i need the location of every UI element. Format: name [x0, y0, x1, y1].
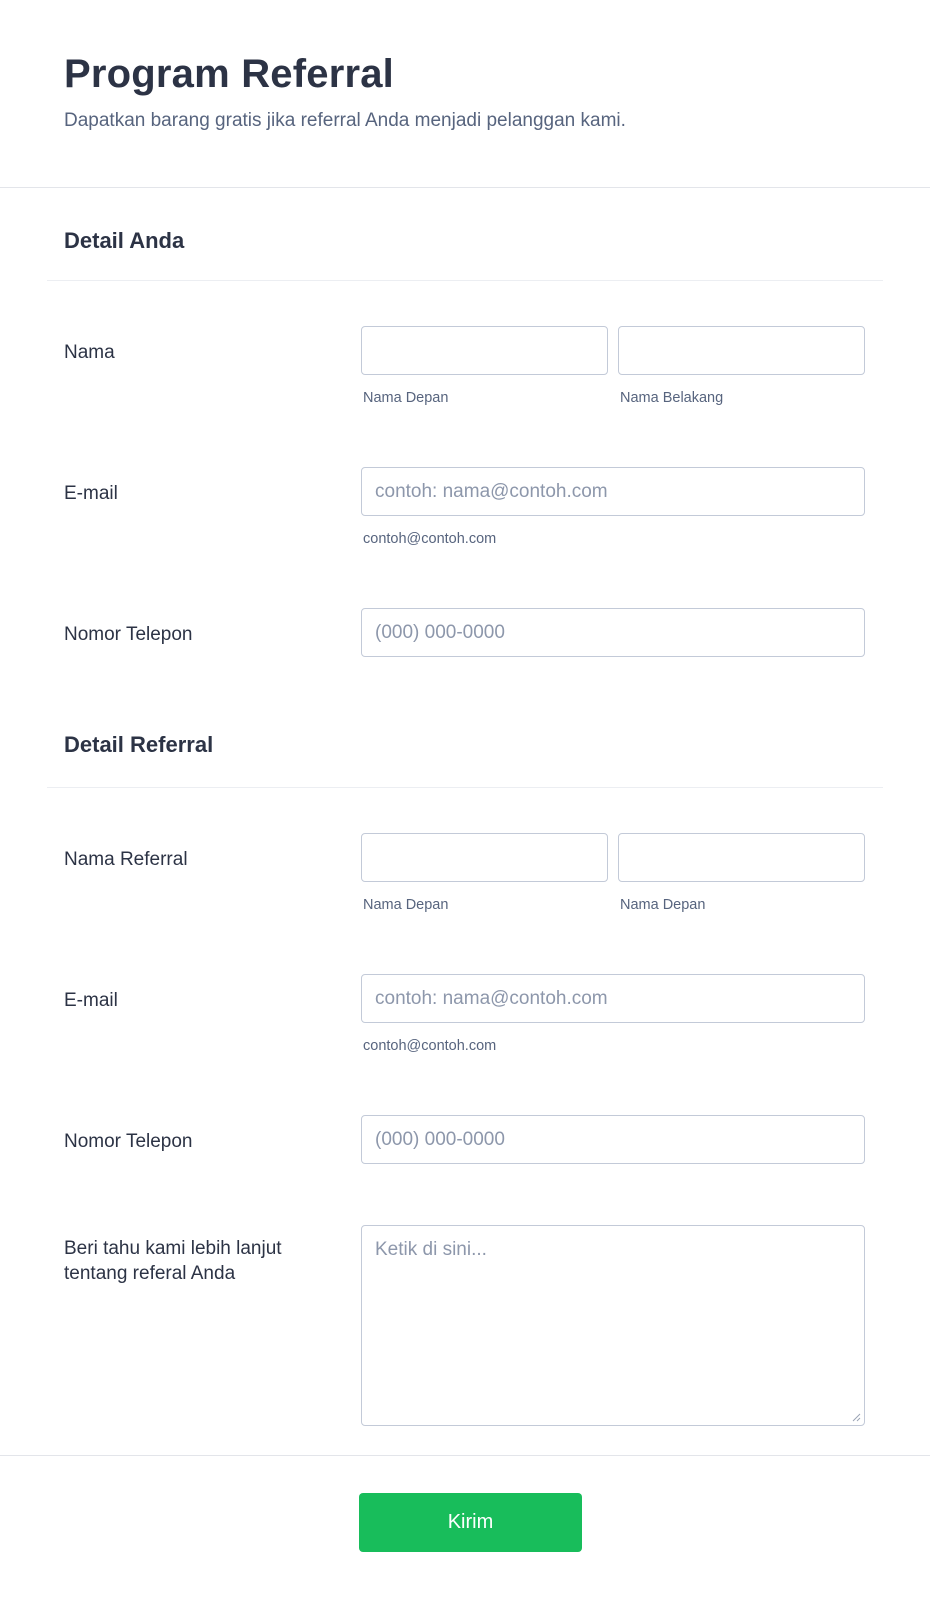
name-label: Nama	[64, 342, 115, 363]
form-header	[0, 0, 930, 188]
last-name-sublabel: Nama Belakang	[620, 390, 724, 406]
referral-name-label: Nama Referral	[64, 849, 188, 870]
submit-button[interactable]: Kirim	[359, 1493, 582, 1552]
section-title-referral-details: Detail Referral	[64, 732, 214, 757]
referral-notes-textarea[interactable]	[361, 1225, 865, 1426]
page-title: Program Referral	[64, 52, 394, 96]
referral-email-input[interactable]	[361, 974, 865, 1023]
referral-email-sublabel: contoh@contoh.com	[363, 1038, 497, 1054]
referral-phone-label: Nomor Telepon	[64, 1131, 193, 1152]
phone-input[interactable]	[361, 608, 865, 657]
phone-label: Nomor Telepon	[64, 624, 193, 645]
referral-first-name-sublabel: Nama Depan	[363, 897, 449, 913]
email-label: E-mail	[64, 483, 118, 504]
referral-first-name-input[interactable]	[361, 833, 608, 882]
referral-notes-label: Beri tahu kami lebih lanjut tentang referal Anda	[64, 1238, 282, 1284]
last-name-input[interactable]	[618, 326, 865, 375]
referral-last-name-sublabel: Nama Depan	[620, 897, 706, 913]
section-divider	[47, 787, 883, 788]
referral-phone-input[interactable]	[361, 1115, 865, 1164]
referral-last-name-input[interactable]	[618, 833, 865, 882]
section-title-your-details: Detail Anda	[64, 228, 185, 253]
section-divider	[47, 280, 883, 281]
footer-divider	[0, 1455, 930, 1456]
page-subtitle: Dapatkan barang gratis jika referral Anda menjadi pelanggan kami.	[64, 110, 626, 131]
email-sublabel: contoh@contoh.com	[363, 531, 497, 547]
resize-grip-icon[interactable]	[851, 1412, 861, 1422]
referral-email-label: E-mail	[64, 990, 118, 1011]
email-input[interactable]	[361, 467, 865, 516]
first-name-sublabel: Nama Depan	[363, 390, 449, 406]
first-name-input[interactable]	[361, 326, 608, 375]
